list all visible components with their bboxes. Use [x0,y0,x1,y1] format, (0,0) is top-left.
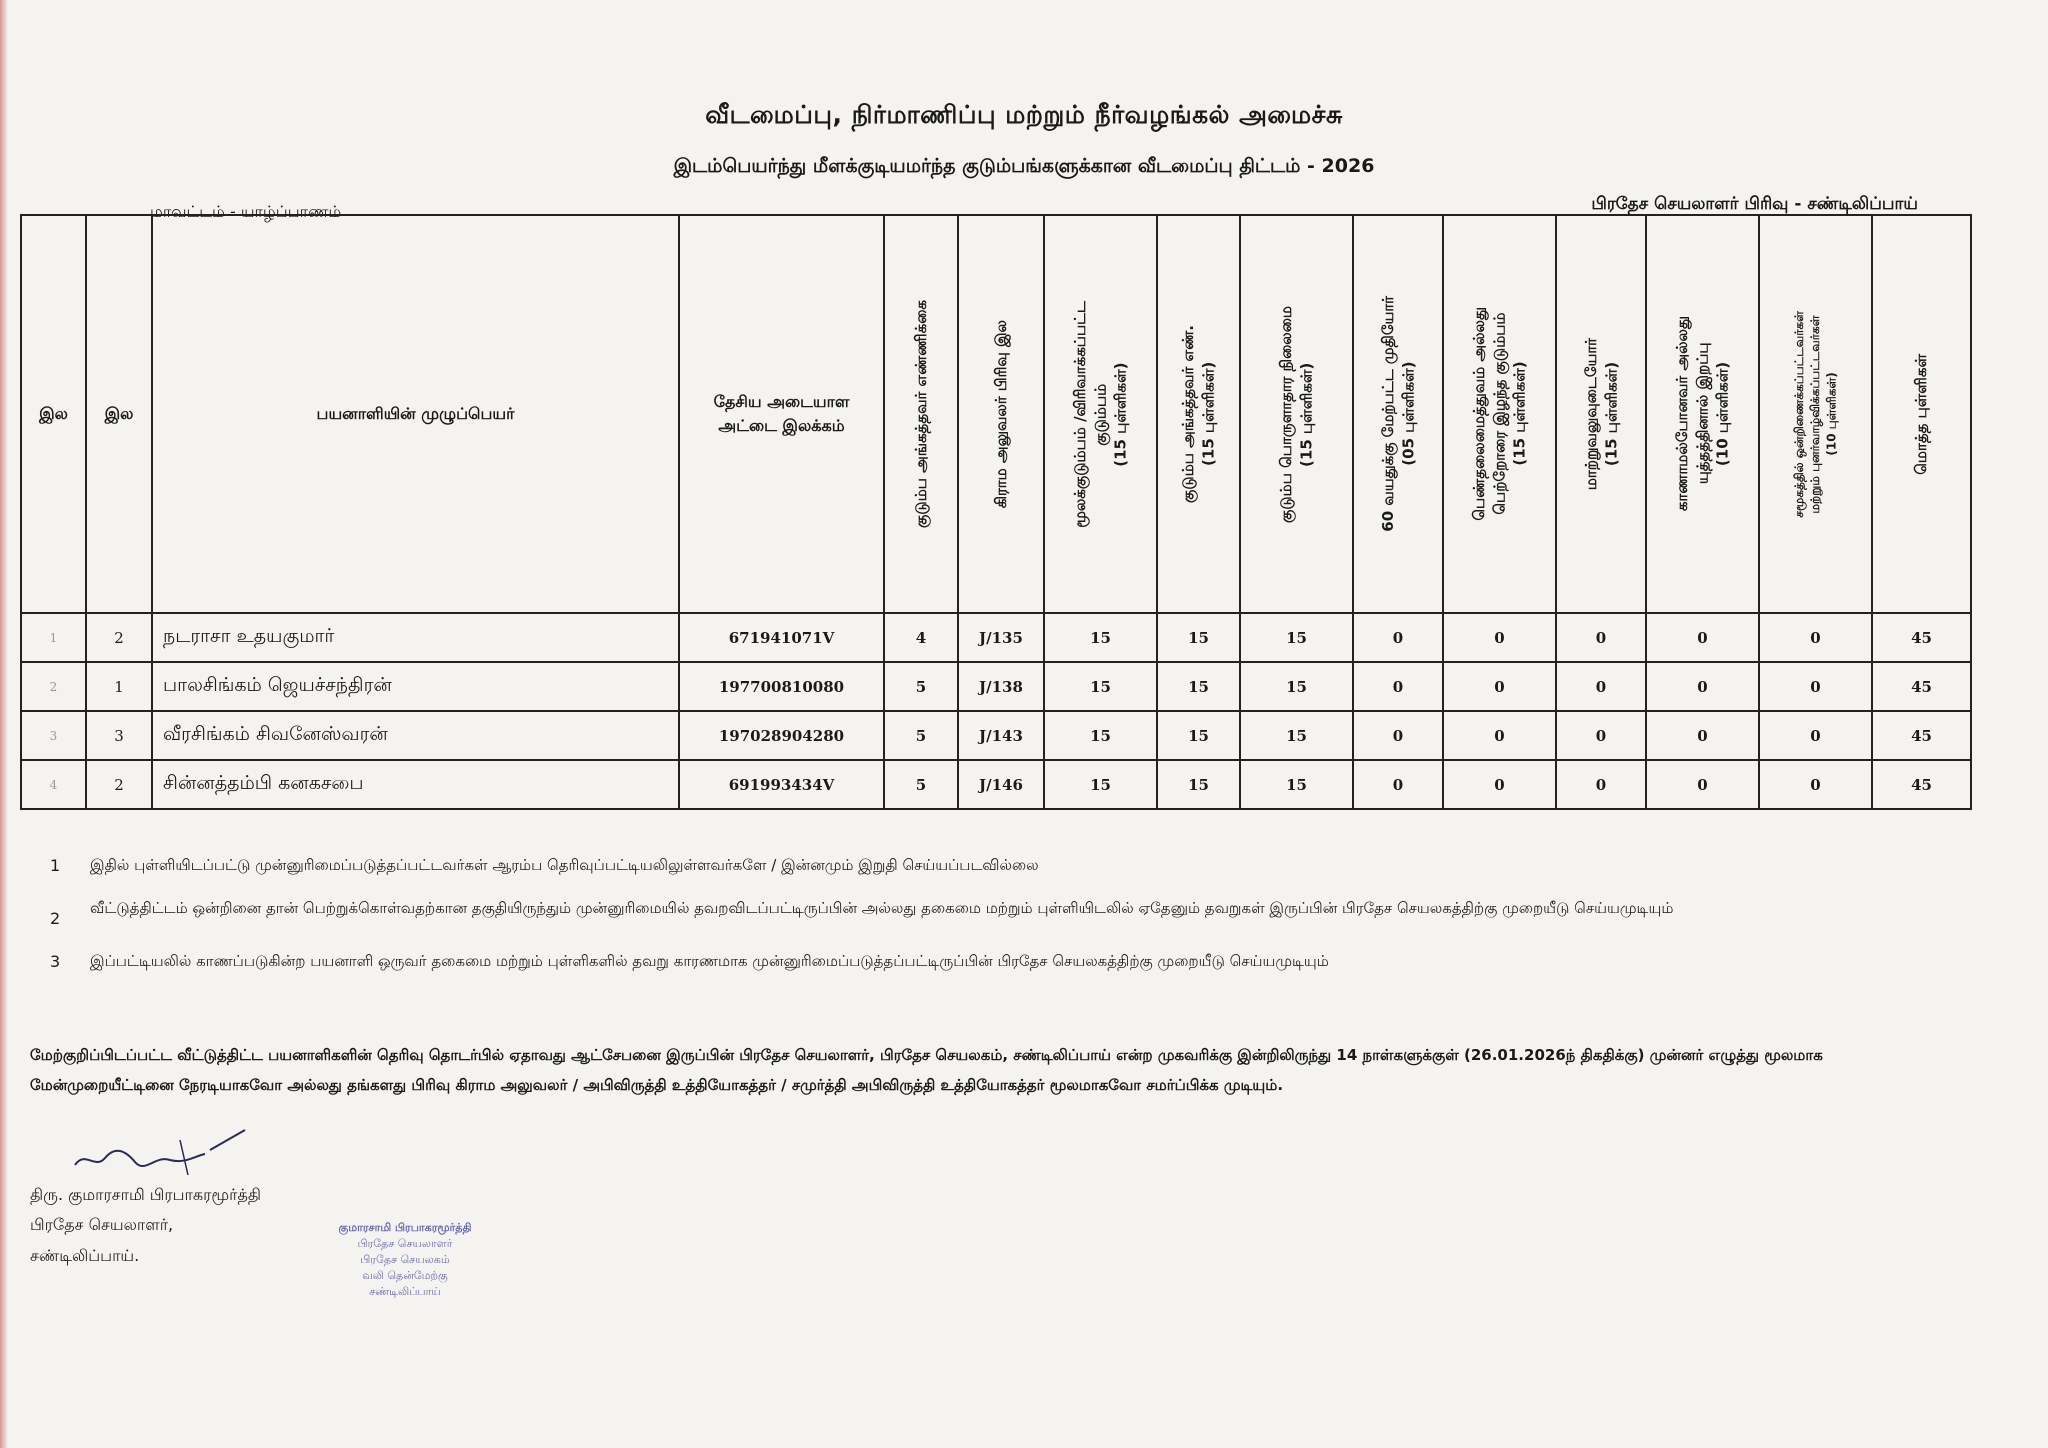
cell-disabled: 0 [1556,662,1646,711]
col-header-missing [1646,215,1759,613]
cell-missing: 0 [1646,613,1759,662]
cell-nic: 197700810080 [679,662,884,711]
table-header-row [21,215,1971,613]
stamp-text [305,1220,505,1300]
col-header-gn-division-label: கிராம அலுவலர் பிரிவு இல [991,319,1010,509]
cell-missing: 0 [1646,760,1759,809]
note-text: இதில் புள்ளியிடப்பட்டு முன்னுரிமைப்படுத்தப்பட்டவர்கள் ஆரம்ப தெரிவுப்பட்டியலிலுள்ளவர்களே / இன்னமும் இறுதி செய்யப்படவில்லை [90,856,1039,874]
note-item [50,899,1930,930]
cell-number: 3 [86,711,152,760]
cell-female-headed: 0 [1443,760,1556,809]
cell-missing: 0 [1646,711,1759,760]
signatory-block [30,1180,261,1271]
cell-total: 45 [1872,711,1971,760]
cell-serial: 3 [21,711,86,760]
table-row [21,662,1971,711]
cell-elderly: 0 [1353,662,1443,711]
cell-name: வீரசிங்கம் சிவனேஸ்வரன் [152,711,679,760]
cell-serial: 1 [21,613,86,662]
cell-family-type: 15 [1044,613,1157,662]
cell-name: நடராசா உதயகுமார் [152,613,679,662]
table-row [21,613,1971,662]
col-header-elderly-label: 60 வயதுக்கு மேற்பட்ட முதியோர் (05 புள்ளிகள்) [1378,296,1417,532]
cell-nic: 691993434V [679,760,884,809]
cell-missing: 0 [1646,662,1759,711]
cell-economic: 15 [1240,613,1353,662]
cell-member-points: 15 [1157,760,1240,809]
cell-elderly: 0 [1353,760,1443,809]
cell-total: 45 [1872,613,1971,662]
col-header-number: இல [86,215,152,613]
cell-rehabilitated: 0 [1759,662,1872,711]
beneficiary-table [20,214,1972,810]
cell-economic: 15 [1240,711,1353,760]
note-text: இப்பட்டியலில் காணப்படுகின்ற பயனாளி ஒருவர் தகைமை மற்றும் புள்ளிகளில் தவறு காரணமாக முன்னுரிமைப்படுத்தப்பட்டிருப்பின் பிரதேச செயலகத்திற்கு முறையீடு செய்யமுடியும் [90,951,1329,970]
cell-disabled: 0 [1556,613,1646,662]
stamp-line: சண்டிலிப்பாய் [369,1284,441,1298]
division-label: பிரதேச செயலாளர் பிரிவு - சண்டிலிப்பாய் [1591,194,1918,214]
cell-family-type: 15 [1044,662,1157,711]
col-header-disabled [1556,215,1646,613]
cell-number: 1 [86,662,152,711]
cell-elderly: 0 [1353,613,1443,662]
col-header-family-members-label: குடும்ப அங்கத்தவர் எண்ணிக்கை [911,300,930,528]
stamp-line: குமாரசாமி பிரபாகரமூர்த்தி [338,1221,472,1234]
cell-member-points: 15 [1157,662,1240,711]
cell-serial: 4 [21,760,86,809]
cell-family-type: 15 [1044,760,1157,809]
cell-economic: 15 [1240,760,1353,809]
district-label: மாவட்டம் - யாழ்ப்பாணம் [150,202,342,221]
cell-female-headed: 0 [1443,662,1556,711]
appeal-paragraph: மேற்குறிப்பிடப்பட்ட வீட்டுத்திட்ட பயனாளிகளின் தெரிவு தொடர்பில் ஏதாவது ஆட்சேபனை இருப்பின் பிரதேச செயலாளர், பிரதேச செயலகம், சண்டிலிப்பாய் என்ற முகவரிக்கு இன்றிலிருந்து 14 நாள்களுக்குள் (26.01.2026ந் திகதிக்கு) முன்னர் எழுத்து மூலமாக மேன்முறையீட்டினை நேரடியாகவோ அல்லது தங்களது பிரிவு கிராம அலுவலர் / அபிவிருத்தி உத்தியோகத்தர் / சமுர்த்தி அபிவிருத்தி உத்தியோகத்தர் மூலமாகவோ சமர்ப்பிக்க முடியும். [30,1046,1823,1094]
stamp-line: பிரதேச செயலாளர் [357,1236,453,1250]
signatory-place: சண்டிலிப்பாய். [30,1245,140,1265]
cell-total: 45 [1872,760,1971,809]
cell-number: 2 [86,760,152,809]
cell-gn-division: J/135 [958,613,1044,662]
cell-elderly: 0 [1353,711,1443,760]
cell-family-members: 5 [884,760,958,809]
signatory-title: பிரதேச செயலாளர், [30,1215,174,1235]
cell-rehabilitated: 0 [1759,613,1872,662]
stamp-line: வலி தென்மேற்கு [362,1268,448,1282]
cell-disabled: 0 [1556,711,1646,760]
cell-disabled: 0 [1556,760,1646,809]
official-stamp [285,1216,515,1316]
col-header-female-headed-label: பெண்தலைமைத்துவம் அல்லது பெற்றோரை இழந்த குடும்பம் (15 புள்ளிகள்) [1470,307,1529,521]
note-number: 3 [50,951,61,971]
cell-nic: 197028904280 [679,711,884,760]
cell-member-points: 15 [1157,711,1240,760]
cell-gn-division: J/138 [958,662,1044,711]
cell-member-points: 15 [1157,613,1240,662]
cell-family-members: 4 [884,613,958,662]
col-header-disabled-label: மாற்றுவலுவுடையோர் (15 புள்ளிகள்) [1581,337,1620,491]
cell-total: 45 [1872,662,1971,711]
col-header-family-type [1044,215,1157,613]
notes-list [50,856,1930,994]
col-header-elderly [1353,215,1443,613]
cell-gn-division: J/146 [958,760,1044,809]
col-header-member-count-points [1157,215,1240,613]
table-row [21,760,1971,809]
col-header-female-headed [1443,215,1556,613]
cell-female-headed: 0 [1443,711,1556,760]
col-header-nic [679,215,884,613]
cell-number: 2 [86,613,152,662]
col-header-serial: இல [21,215,86,613]
cell-family-type: 15 [1044,711,1157,760]
note-number: 1 [50,856,61,875]
cell-gn-division: J/143 [958,711,1044,760]
note-item [50,856,1930,877]
ministry-title: வீடமைப்பு, நிர்மாணிப்பு மற்றும் நீர்வழங்கல் அமைச்சு [705,100,1343,129]
cell-female-headed: 0 [1443,613,1556,662]
cell-economic: 15 [1240,662,1353,711]
col-header-economic-status [1240,215,1353,613]
note-number: 2 [50,908,61,928]
col-header-gn-division [958,215,1044,613]
cell-rehabilitated: 0 [1759,711,1872,760]
col-header-rehabilitated [1759,215,1872,613]
col-header-missing-label: காணாமல்போனவர் அல்லது யுத்தத்தினால் இறப்பு (10 புள்ளிகள்) [1673,316,1732,512]
cell-rehabilitated: 0 [1759,760,1872,809]
col-header-family-type-label: மூலக்குடும்பம் /விரிவாக்கப்பட்ட குடும்பம் (15 புள்ளிகள்) [1071,300,1130,528]
cell-nic: 671941071V [679,613,884,662]
col-header-total-label: மொத்த புள்ளிகள் [1912,353,1931,475]
cell-serial: 2 [21,662,86,711]
note-item [50,952,1930,973]
scheme-title: இடம்பெயர்ந்து மீளக்குடியமர்ந்த குடும்பங்களுக்கான வீடமைப்பு திட்டம் - 2026 [673,155,1375,177]
table-row [21,711,1971,760]
note-text: வீட்டுத்திட்டம் ஒன்றினை தான் பெற்றுக்கொள்வதற்கான தகுதியிருந்தும் முன்னுரிமையில் தவறவிடப்பட்டிருப்பின் அல்லது தகைமை மற்றும் புள்ளியிடலில் ஏதேனும் தவறுகள் இருப்பின் பிரதேச செயலகத்திற்கு முறையீடு செய்யமுடியும் [90,898,1674,917]
stamp-line: பிரதேச செயலகம் [360,1252,450,1266]
cell-family-members: 5 [884,711,958,760]
col-header-total [1872,215,1971,613]
cell-name: சின்னத்தம்பி கனகசபை [152,760,679,809]
signatory-name: திரு. குமாரசாமி பிரபாகரமூர்த்தி [30,1185,262,1204]
cell-family-members: 5 [884,662,958,711]
col-header-name: பயனாளியின் முழுப்பெயர் [152,215,679,613]
scan-edge [0,0,8,1448]
col-header-family-members [884,215,958,613]
signature-scribble [70,1120,270,1180]
col-header-nic-label: தேசிய அடையாள அட்டை இலக்கம் [713,392,850,435]
col-header-economic-status-label: குடும்ப பொருளாதார நிலைமை (15 புள்ளிகள்) [1277,305,1316,523]
cell-name: பாலசிங்கம் ஜெயச்சந்திரன் [152,662,679,711]
col-header-rehabilitated-label: சமூகத்தில் ஒன்றிணைக்கப்பட்டவர்கள் மற்றும் புனர்வாழ்விக்கப்பட்டவர்கள் (10 புள்ளிகள்) [1792,310,1839,518]
col-header-member-count-points-label: குடும்ப அங்கத்தவர் எண். (15 புள்ளிகள்) [1179,325,1218,503]
